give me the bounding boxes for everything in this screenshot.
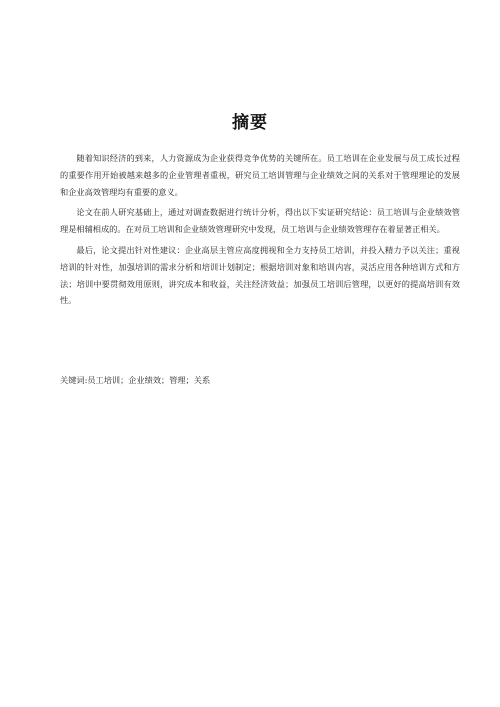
abstract-paragraph-3: 最后，论文提出针对性建议：企业高层主管应高度拥视和全力支持员工培训，并投入精力予以关注；重视培训的针对性，加强培训的需求分析和培训计划制定；根据培训对象和培训内容，灵活应用各种培训方式和方法；培训中要贯彻效用原则，讲究成本和收益，关注经济效益；加强员工培训后管理，以更好的提高培训有效性。 <box>60 244 460 306</box>
abstract-paragraph-1: 随着知识经济的到来，人力资源成为企业获得竞争优势的关键所在。员工培训在企业发展与员工成长过程的重要作用开始被越来越多的企业管理者重视，研究员工培训管理与企业绩效之间的关系对于管理理论的发展和企业高效管理均有重要的意义。 <box>60 153 460 197</box>
abstract-title: 摘要 <box>232 113 268 133</box>
abstract-paragraph-2: 论文在前人研究基础上，通过对调查数据进行统计分析，得出以下实证研究结论：员工培训与企业绩效管理是相辅相成的。在对员工培训和企业绩效管理研究中发现，员工培训与企业绩效管理存在着显著正相关。 <box>60 207 460 235</box>
keywords-line: 关键词:员工培训；企业绩效；管理；关系 <box>60 375 211 385</box>
abstract-body <box>60 150 460 313</box>
